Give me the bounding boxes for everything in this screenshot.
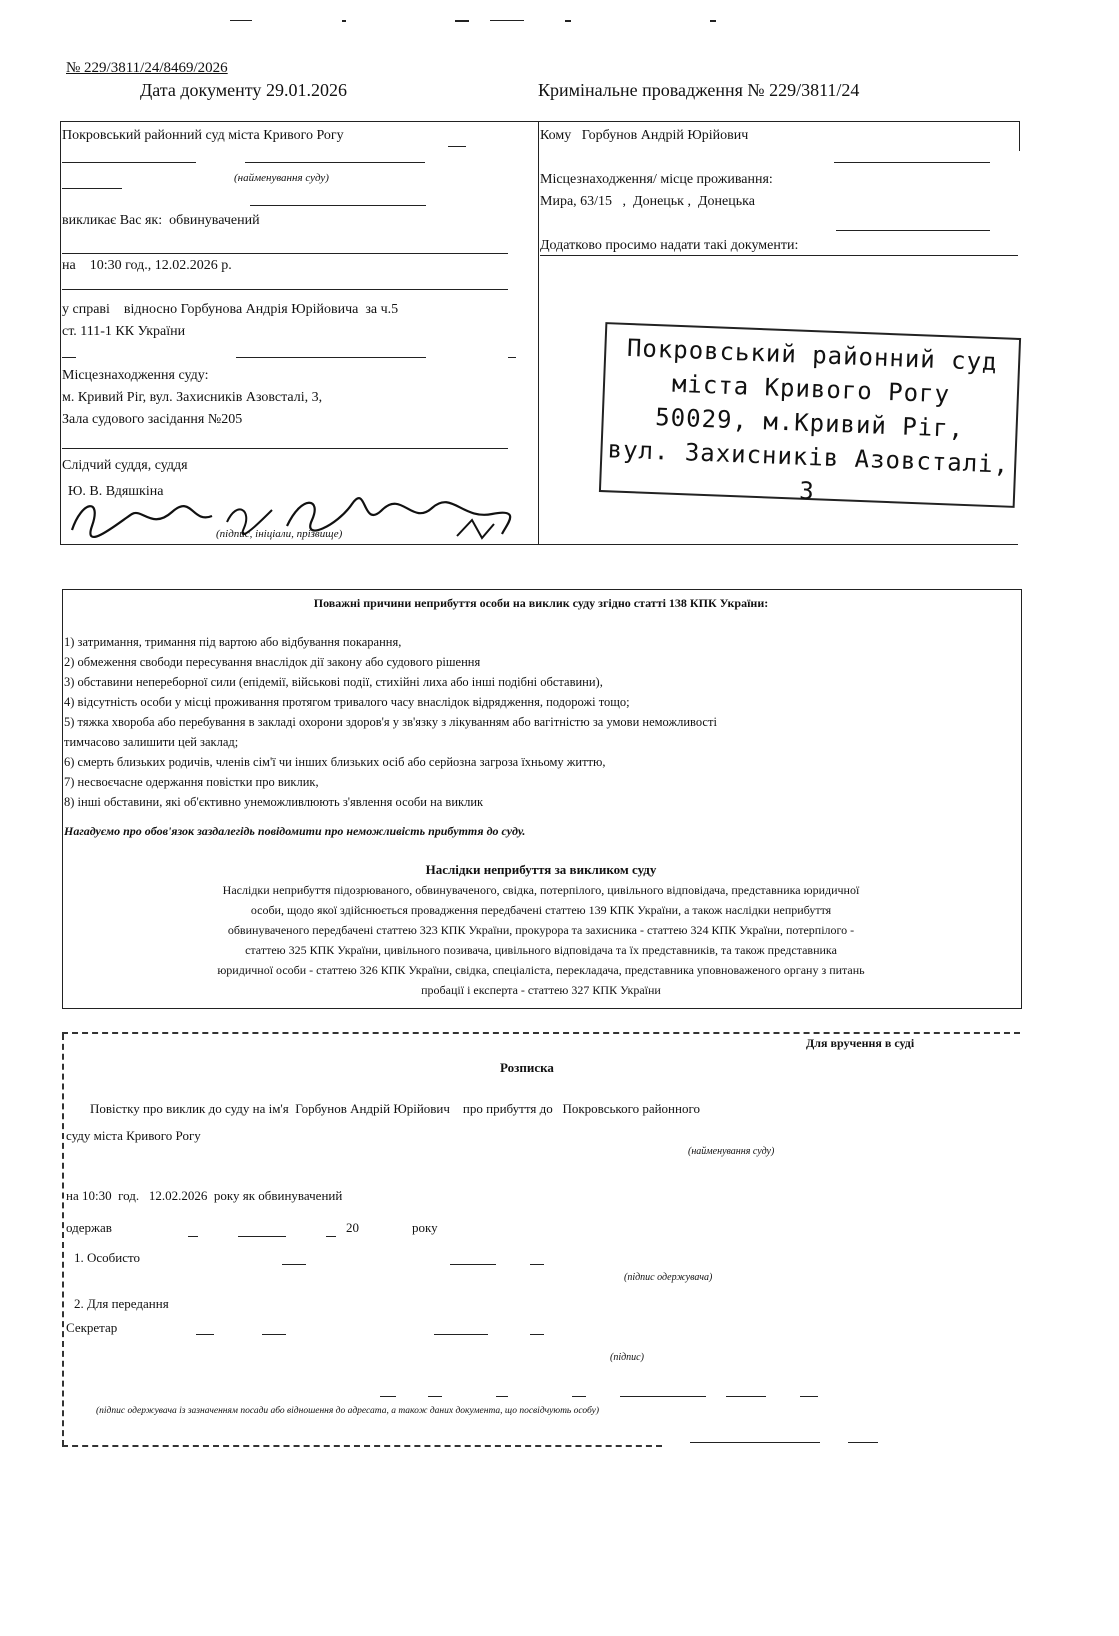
line: [540, 255, 1018, 256]
line: [450, 1264, 496, 1265]
receipt-personal: 1. Особисто: [74, 1250, 141, 1265]
line: [572, 1396, 586, 1397]
receipt-transfer: 2. Для передання: [74, 1296, 169, 1311]
received-year-suffix: року: [412, 1220, 438, 1235]
top-box-border-top-right: [538, 121, 1020, 122]
consequences-line: юридичної особи - статтею 326 КПК України, свідка, спеціаліста, перекладача, представника уповноваженого органу з питань: [217, 963, 865, 977]
line: [836, 230, 990, 231]
line: [380, 1396, 396, 1397]
receipt-line3: на 10:30 год. 12.02.2026 року як обвинувачений: [66, 1188, 343, 1203]
reason-item: 6) смерть близьких родичів, членів сім'ї чи інших близьких осіб або серйозна загроза їхньому життю,: [64, 755, 606, 769]
line: [834, 162, 990, 163]
line: [690, 1442, 820, 1443]
received-label: одержав: [66, 1220, 112, 1235]
top-box-right-border: [1019, 121, 1020, 151]
summons-role-value: обвинувачений: [169, 213, 260, 228]
line: [62, 357, 76, 358]
court-location-label: Місцезнаходження суду:: [62, 368, 209, 383]
court-address: м. Кривий Ріг, вул. Захисників Азовсталі, 3,: [62, 390, 323, 405]
document-date-label: Дата документу: [140, 80, 262, 100]
line: [62, 162, 196, 163]
reason-item: 2) обмеження свободи пересування внаслідок дії закону або судового рішення: [64, 655, 481, 669]
receipt-for-court: Для вручення в суді: [806, 1036, 915, 1050]
line: [250, 205, 426, 206]
receipt-sign-hint: (підпис): [610, 1352, 644, 1363]
consequences-line: особи, щодо якої здійснюється провадження передбачені статтею 139 КПК України, а також наслідки неприбуття: [250, 903, 832, 917]
consequences-line: Наслідки неприбуття підозрюваного, обвинуваченого, свідка, потерпілого, цивільного відповідача, представника юридичної: [222, 883, 860, 897]
case-description-line1: у справі відносно Горбунова Андрія Юрійовича за ч.5: [62, 302, 399, 317]
line: [326, 1236, 336, 1237]
stamp-line1: Покровський районний суд: [626, 333, 999, 377]
hearing-time-value: 10:30 год., 12.02.2026 р.: [89, 258, 232, 273]
residence-value: Мира, 63/15 , Донецьк , Донецька: [540, 194, 755, 209]
recipient: [540, 128, 748, 144]
receipt-line2: суду міста Кривого Рогу: [66, 1128, 201, 1143]
stamp-line3: 50029, м.Кривий Ріг,: [654, 403, 965, 443]
extra-docs-label: Додатково просимо надати такі документи:: [540, 238, 799, 253]
document-date: [140, 80, 347, 101]
hearing-time-label: на: [62, 258, 76, 273]
reasons-title: Поважні причини неприбуття особи на виклик суду згідно статті 138 КПК України:: [313, 596, 769, 610]
line: [726, 1396, 766, 1397]
reason-item: 5) тяжка хвороба або перебування в закладі охорони здоров'я у зв'язку з лікуванням або вагітністю за умови неможливості: [64, 715, 717, 729]
line: [238, 1236, 286, 1237]
top-box-border-top: [60, 121, 540, 122]
line: [530, 1264, 544, 1265]
line: [196, 1334, 214, 1335]
line: [62, 253, 508, 254]
document-number: № 229/3811/24/8469/2026: [66, 60, 228, 76]
receipt-left-border: [62, 1034, 64, 1446]
line: [530, 1334, 544, 1335]
consequences-line: статтею 325 КПК України, цивільного позивача, цивільного відповідача та їх представників, та також представника: [245, 943, 837, 957]
receipt-personal-hint: (підпис одержувача): [624, 1272, 713, 1283]
court-room: Зала судового засідання №205: [62, 412, 243, 427]
line: [245, 162, 425, 163]
judge-label: Слідчий суддя, суддя: [62, 458, 188, 473]
stamp-line4: вул. Захисників Азовсталі, 3: [607, 435, 1010, 506]
consequences-title: Наслідки неприбуття за викликом суду: [425, 862, 657, 877]
receipt-bottom-line: [62, 1445, 662, 1447]
reasons-list: [64, 632, 717, 812]
receipt-line1: Повістку про виклик до суду на ім'я Горбунов Андрій Юрійович про прибуття до Покровського районного: [90, 1101, 700, 1116]
court-name: Покровський районний суд міста Кривого Рогу: [62, 128, 344, 143]
case-description-line2: ст. 111-1 КК України: [62, 324, 186, 339]
line: [282, 1264, 306, 1265]
top-box-divider: [538, 121, 539, 545]
reason-item: 3) обставини непереборної сили (епідемії, військові події, стихійні лиха або інші подібні обставини),: [64, 675, 603, 689]
line: [428, 1396, 442, 1397]
recipient-name: Горбунов Андрій Юрійович: [581, 128, 749, 143]
hearing-time: [62, 258, 232, 274]
receipt-footer-hint: (підпис одержувача із зазначенням посади або відношення до адресата, а також даних документа, що посвідчують особу): [96, 1406, 600, 1416]
summons-role: [62, 213, 260, 229]
line: [262, 1334, 286, 1335]
receipt-secretary: Секретар: [66, 1320, 118, 1335]
top-box-border-bottom-right: [538, 544, 1018, 545]
top-box-left-border: [60, 121, 61, 545]
case-number-value: 229/3811/24: [769, 80, 860, 100]
receipt-cut-line: [62, 1032, 1020, 1034]
reason-item: 8) інші обставини, які об'єктивно унеможливлюють з'явлення особи на виклик: [64, 795, 484, 809]
line: [848, 1442, 878, 1443]
receipt-court-hint: (найменування суду): [688, 1146, 775, 1157]
receipt-title: Розписка: [500, 1060, 554, 1075]
line: [62, 188, 122, 189]
reason-item: тимчасово залишити цей заклад;: [64, 735, 239, 749]
consequences-text: [64, 880, 1018, 1000]
court-stamp: [599, 322, 1021, 508]
line: [496, 1396, 508, 1397]
reminder-text: Нагадуємо про обов'язок заздалегідь повідомити про неможливість прибуття до суду.: [64, 824, 526, 838]
judge-name: Ю. В. Вдяшкіна: [68, 484, 164, 499]
court-name-underline: [448, 146, 466, 147]
line: [620, 1396, 706, 1397]
received-year: 20: [346, 1220, 359, 1235]
court-name-hint: (найменування суду): [234, 172, 329, 184]
line: [434, 1334, 488, 1335]
line: [800, 1396, 818, 1397]
recipient-label: Кому: [540, 128, 572, 143]
reason-item: 1) затримання, тримання під вартою або відбування покарання,: [64, 635, 402, 649]
reason-item: 7) несвоєчасне одержання повістки про виклик,: [64, 775, 319, 789]
scan-marks: [230, 18, 750, 24]
line: [62, 289, 508, 290]
line: [236, 357, 426, 358]
stamp-line2: міста Кривого Рогу: [671, 369, 951, 409]
case-number-label: Кримінальне провадження №: [538, 80, 765, 100]
line: [188, 1236, 198, 1237]
case-number: [538, 80, 859, 101]
document-date-value: 29.01.2026: [265, 80, 347, 100]
reason-item: 4) відсутність особи у місці проживання протягом тривалого часу внаслідок відрядження, подорожі тощо;: [64, 695, 630, 709]
line: [62, 448, 508, 449]
residence-label: Місцезнаходження/ місце проживання:: [540, 172, 773, 187]
signature-hint: (підпис, ініціали, прізвище): [216, 528, 343, 540]
line: [508, 357, 516, 358]
consequences-line: обвинуваченого передбачені статтею 323 КПК України, прокурора та захисника - статтею 324 КПК України, потерпілого -: [227, 923, 855, 937]
summons-role-label: викликає Вас як:: [62, 213, 163, 228]
consequences-line: пробації і експерта - статтею 327 КПК України: [421, 983, 661, 997]
